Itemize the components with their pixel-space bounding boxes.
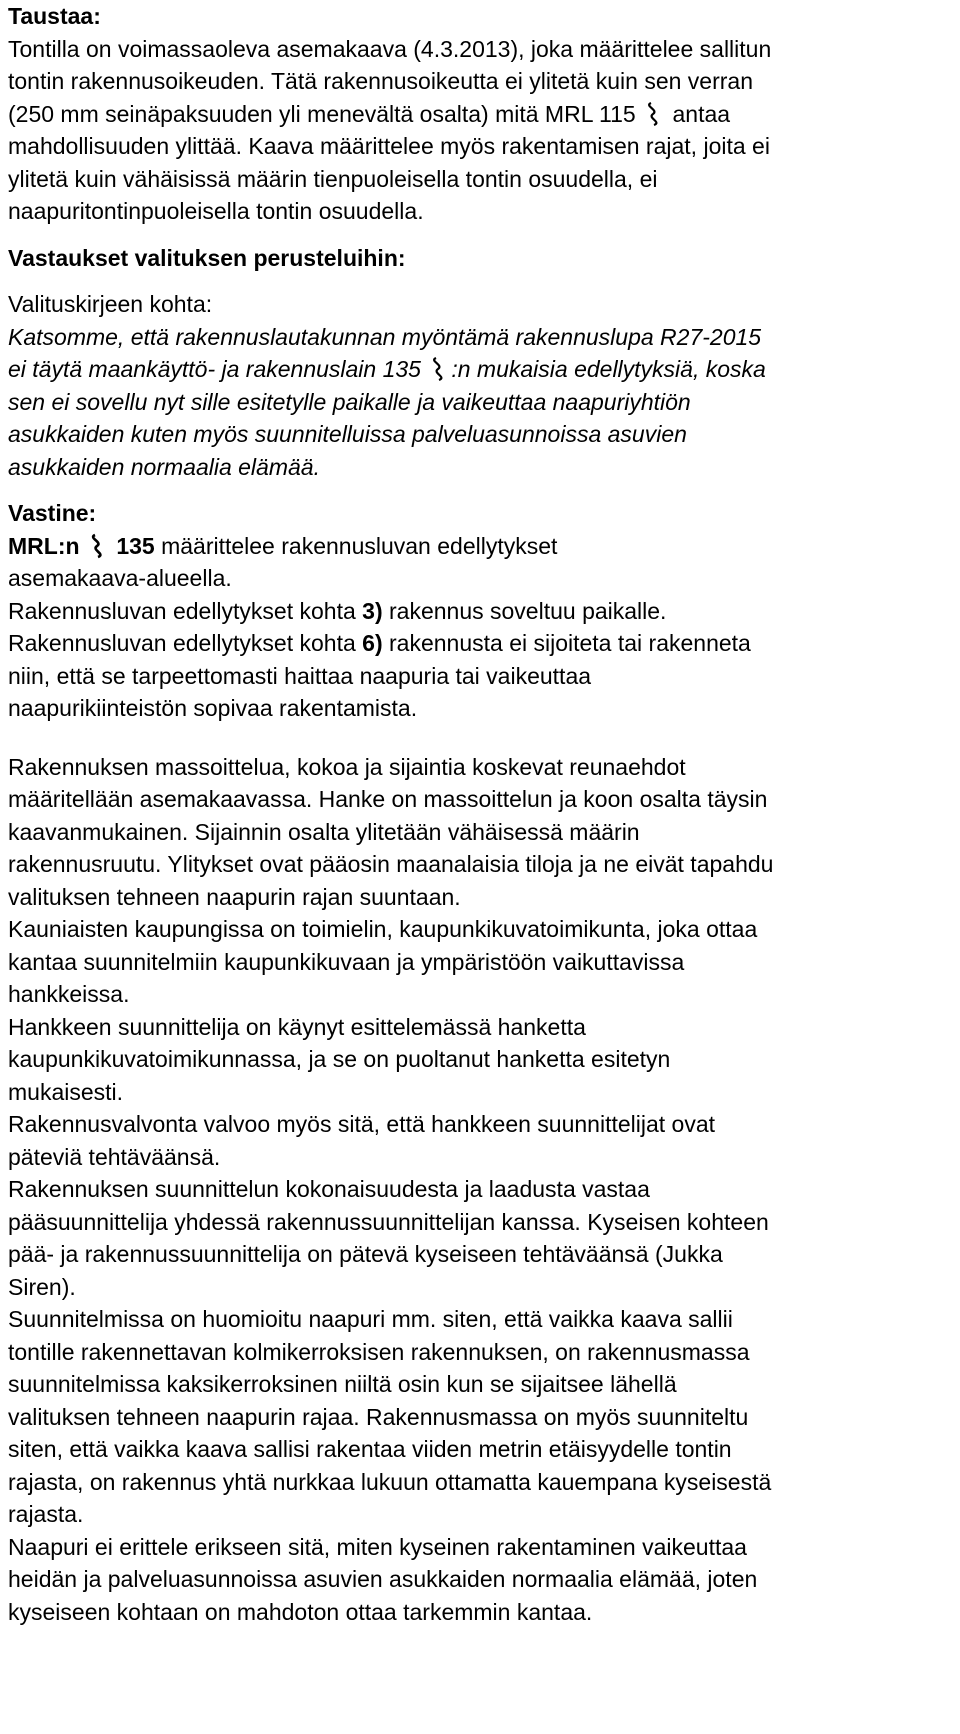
body-line: valituksen tehneen naapurin rajan suuntaan.: [8, 883, 461, 910]
body-line: Kauniaisten kaupungissa on toimielin, kaupunkikuvatoimikunta, joka ottaa: [8, 916, 758, 942]
body-line: tontille rakennettavan kolmikerroksisen rakennuksen, on rakennusmassa: [8, 1338, 750, 1365]
body-line: Rakennuksen suunnittelun kokonaisuudesta ja laadusta vastaa: [8, 1176, 650, 1202]
body-line: pääsuunnittelija yhdessä rakennussuunnittelijan kanssa. Kyseisen kohteen: [8, 1208, 769, 1235]
taustaa-heading: Taustaa:: [8, 3, 101, 29]
body-line: Naapuri ei erittele erikseen sitä, miten kyseinen rakentaminen vaikeuttaa: [8, 1533, 747, 1560]
body-line: Siren).: [8, 1273, 76, 1300]
body-line: Suunnitelmissa on huomioitu naapuri mm. siten, että vaikka kaava sallii: [8, 1306, 733, 1332]
taustaa-line: naapuritontinpuoleisella tontin osuudella.: [8, 198, 424, 224]
valituskirje-line: asukkaiden kuten myös suunnitelluissa palveluasunnoissa asuvien: [8, 421, 687, 447]
body-line: hankkeissa.: [8, 981, 130, 1007]
body-line: kaavanmukainen. Sijainnin osalta ylitetään vähäisessä määrin: [8, 818, 640, 845]
body-line: mukaisesti.: [8, 1078, 124, 1105]
body-line: kyseiseen kohtaan on mahdoton ottaa tarkemmin kantaa.: [8, 1598, 593, 1625]
taustaa-text: antaa: [666, 100, 731, 127]
body-line: rajasta.: [8, 1501, 84, 1527]
vastine-mrl-line: [8, 530, 960, 563]
body-line: rajasta, on rakennus yhtä nurkkaa lukuun ottamatta kauempana kyseisestä: [8, 1468, 772, 1495]
body-line: päteviä tehtäväänsä.: [8, 1143, 221, 1170]
valituskirje-line: asukkaiden normaalia elämää.: [8, 453, 320, 480]
mrl-rest: määrittelee rakennusluvan edellytykset: [154, 532, 558, 559]
valituskirje-line: sen ei sovellu nyt sille esitetylle paikalle ja vaikeuttaa naapuriyhtiön: [8, 388, 691, 415]
kohta6-post: rakennusta ei sijoiteta tai rakenneta: [382, 630, 751, 656]
kohta3-pre: Rakennusluvan edellytykset kohta: [8, 597, 363, 624]
body-line: määritellään asemakaavassa. Hanke on massoittelun ja koon osalta täysin: [8, 786, 768, 812]
body-text: [8, 751, 960, 1629]
kohta6-number: 6): [362, 630, 383, 656]
taustaa-line: mahdollisuuden ylittää. Kaava määrittelee myös rakentamisen rajat, joita ei: [8, 133, 770, 159]
body-line: kaupunkikuvatoimikunnassa, ja se on puoltanut hanketta esitetyn: [8, 1046, 671, 1072]
taustaa-line: ylitetä kuin vähäisissä määrin tienpuoleisella tontin osuudella, ei: [8, 165, 658, 192]
vastine-line: niin, että se tarpeettomasti haittaa naapuria tai vaikeuttaa: [8, 662, 592, 689]
body-line: suunnitelmissa kaksikerroksinen niiltä osin kun se sijaitsee lähellä: [8, 1371, 677, 1397]
body-line: kantaa suunnitelmiin kaupunkikuvaan ja ympäristöön vaikuttavissa: [8, 948, 685, 975]
mrl-number: 135: [116, 532, 155, 559]
section-sign-icon: [86, 533, 110, 559]
body-line: rakennusruutu. Ylitykset ovat pääosin maanalaisia tiloja ja ne eivät tapahdu: [8, 851, 774, 877]
vastine-heading: Vastine:: [8, 500, 97, 526]
body-line: heidän ja palveluasunnoissa asuvien asukkaiden normaalia elämää, joten: [8, 1566, 758, 1592]
body-line: valituksen tehneen naapurin rajaa. Rakennusmassa on myös suunniteltu: [8, 1403, 749, 1430]
vastine-kohta3: [8, 595, 960, 628]
section-sign-icon: [427, 356, 451, 382]
document-page: [8, 0, 960, 1734]
section-sign-icon: [642, 101, 666, 127]
taustaa-line-with-section: [8, 98, 960, 131]
kohta3-post: rakennus soveltuu paikalle.: [382, 597, 667, 624]
valituskirje-line: Katsomme, että rakennuslautakunnan myöntämä rakennuslupa R27-2015: [8, 323, 762, 350]
body-line: Rakennuksen massoittelua, kokoa ja sijaintia koskevat reunaehdot: [8, 753, 686, 780]
taustaa-line: tontin rakennusoikeuden. Tätä rakennusoikeutta ei ylitetä kuin sen verran: [8, 68, 753, 94]
body-line: siten, että vaikka kaava sallisi rakentaa viiden metrin etäisyydelle tontin: [8, 1436, 732, 1462]
body-line: Hankkeen suunnittelija on käynyt esittelemässä hanketta: [8, 1013, 586, 1040]
body-line: pää- ja rakennussuunnittelija on pätevä kyseiseen tehtäväänsä (Jukka: [8, 1241, 723, 1267]
kohta6-pre: Rakennusluvan edellytykset kohta: [8, 630, 363, 656]
valituskirje-text: ei täytä maankäyttö- ja rakennuslain 135: [8, 356, 428, 382]
vastine-kohta6: [8, 627, 960, 660]
valituskirje-label: Valituskirjeen kohta:: [8, 291, 213, 317]
valituskirje-text: :n mukaisia edellytyksiä, koska: [451, 356, 766, 382]
valituskirje-line-with-section: [8, 353, 960, 386]
vastaukset-heading: Vastaukset valituksen perusteluihin:: [8, 244, 406, 271]
kohta3-number: 3): [362, 597, 383, 624]
taustaa-line: Tontilla on voimassaoleva asemakaava (4.3.2013), joka määrittelee sallitun: [8, 35, 772, 62]
mrl-prefix: MRL:n: [8, 532, 86, 559]
body-line: Rakennusvalvonta valvoo myös sitä, että hankkeen suunnittelijat ovat: [8, 1111, 716, 1137]
vastine-line: asemakaava-alueella.: [8, 565, 232, 591]
taustaa-text: (250 mm seinäpaksuuden yli menevältä osalta) mitä MRL 115: [8, 100, 643, 127]
vastine-line: naapurikiinteistön sopivaa rakentamista.: [8, 695, 418, 721]
